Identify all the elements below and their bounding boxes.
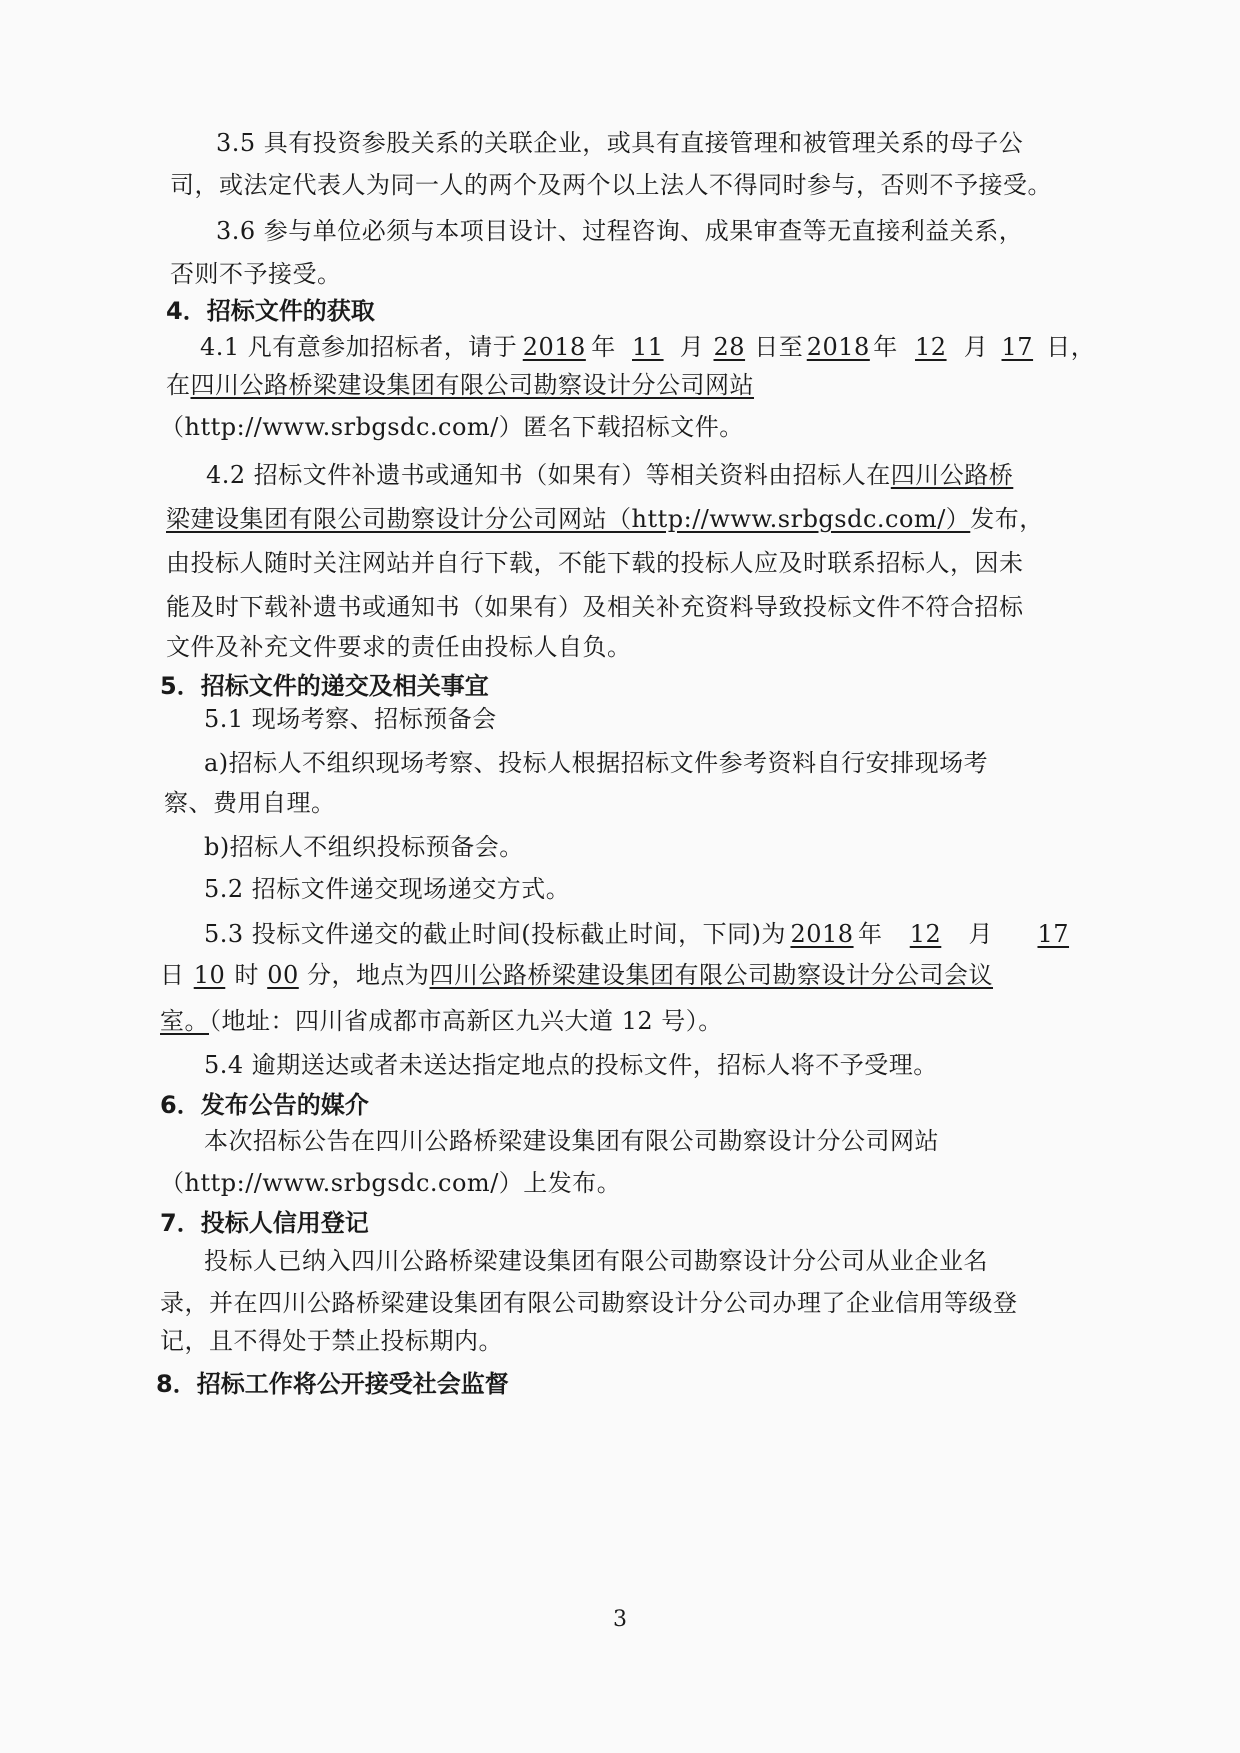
end-day-field: 17: [1001, 333, 1034, 361]
deadline-minute-field: 00: [267, 961, 299, 989]
clause-3-6-line-1: 3.6 参与单位必须与本项目设计、过程咨询、成果审查等无直接利益关系，: [216, 217, 1024, 245]
section-heading-8: 8．招标工作将公开接受社会监督: [156, 1370, 509, 1398]
publish-label: 发布，: [970, 505, 1044, 533]
clause-3-5-line-1: 3.5 具有投资参股关系的关联企业，或具有直接管理和被管理关系的母子公: [216, 129, 1024, 157]
clause-4-2-line-4: 能及时下载补遗书或通知书（如果有）及相关补充资料导致投标文件不符合招标: [166, 593, 1024, 621]
day-label: 日，: [1046, 333, 1096, 361]
address: （地址：四川省成都市高新区九兴大道 12 号）。: [209, 1007, 723, 1035]
at-label: 在: [166, 371, 191, 399]
clause-5-1-a-line-2: 察、费用自理。: [164, 789, 336, 817]
day-label: 日: [160, 961, 185, 989]
clause-5-3-line-3: [160, 1004, 723, 1038]
deadline-day-field: 17: [1037, 920, 1070, 948]
clause-4-2-line-3: 由投标人随时关注网站并自行下载，不能下载的投标人应及时联系招标人，因未: [166, 549, 1024, 577]
year-label: 年: [591, 333, 616, 361]
clause-6-line-2: （http://www.srbgsdc.com/）上发布。: [160, 1169, 622, 1197]
clause-7-line-2: 录，并在四川公路桥梁建设集团有限公司勘察设计分公司办理了企业信用等级登: [160, 1289, 1018, 1317]
clause-4-2-line-5: 文件及补充文件要求的责任由投标人自负。: [166, 633, 632, 661]
clause-4-1-prefix: 4.1 凡有意参加招标者，请于: [200, 333, 518, 361]
clause-7-line-3: 记，且不得处于禁止投标期内。: [160, 1327, 503, 1355]
hour-label: 时: [234, 961, 259, 989]
start-day-field: 28: [713, 333, 746, 361]
clause-4-1-line-2: [166, 368, 754, 402]
clause-4-2-line-2: [166, 502, 1044, 536]
website-name-link[interactable]: 四川公路桥: [890, 461, 1014, 489]
clause-4-1-line-3: （http://www.srbgsdc.com/）匿名下载招标文件。: [160, 413, 744, 441]
clause-5-3-line-1: [204, 917, 1069, 951]
section-heading-7: 7．投标人信用登记: [160, 1209, 369, 1237]
clause-6-line-1: 本次招标公告在四川公路桥梁建设集团有限公司勘察设计分公司网站: [204, 1127, 939, 1155]
meeting-place-end: 室。: [160, 1007, 209, 1035]
clause-5-3-line-2: [160, 958, 993, 992]
end-year-field: 2018: [806, 333, 870, 361]
start-month-field: 11: [632, 333, 664, 361]
year-label: 年: [873, 333, 898, 361]
month-label: 月: [963, 333, 989, 361]
clause-5-4: 5.4 逾期送达或者未送达指定地点的投标文件，招标人将不予受理。: [204, 1051, 938, 1079]
deadline-month-field: 12: [909, 920, 942, 948]
clause-4-1-line-1: [200, 330, 1095, 364]
clause-3-5-line-2: 司，或法定代表人为同一人的两个及两个以上法人不得同时参与，否则不予接受。: [170, 171, 1052, 199]
end-month-field: 12: [915, 333, 947, 361]
year-label: 年: [858, 920, 883, 948]
location-label: 分，地点为: [307, 961, 430, 989]
clause-4-2-text: 4.2 招标文件补遗书或通知书（如果有）等相关资料由招标人在: [206, 461, 891, 489]
meeting-place: 四川公路桥梁建设集团有限公司勘察设计分公司会议: [429, 961, 993, 989]
clause-7-line-1: 投标人已纳入四川公路桥梁建设集团有限公司勘察设计分公司从业企业名: [204, 1247, 988, 1275]
month-label: 月: [679, 333, 705, 361]
clause-5-2: 5.2 招标文件递交现场递交方式。: [204, 875, 571, 903]
deadline-hour-field: 10: [193, 961, 226, 989]
month-label: 月: [968, 920, 994, 948]
to-label: 日至: [754, 333, 804, 361]
page-number: 3: [613, 1607, 627, 1632]
section-heading-5: 5．招标文件的递交及相关事宜: [160, 672, 489, 700]
clause-3-6-line-2: 否则不予接受。: [170, 260, 342, 288]
website-url-link[interactable]: 梁建设集团有限公司勘察设计分公司网站（http://www.srbgsdc.com/）: [166, 505, 971, 533]
clause-5-1-a-line-1: a)招标人不组织现场考察、投标人根据招标文件参考资料自行安排现场考: [204, 749, 989, 777]
section-heading-6: 6．发布公告的媒介: [160, 1091, 369, 1119]
clause-4-2-line-1: [206, 458, 1013, 492]
deadline-year-field: 2018: [790, 920, 854, 948]
start-year-field: 2018: [522, 333, 586, 361]
clause-5-3-prefix: 5.3 投标文件递交的截止时间(投标截止时间，下同)为: [204, 920, 787, 948]
website-name-link[interactable]: 四川公路桥梁建设集团有限公司勘察设计分公司网站: [190, 371, 754, 399]
clause-5-1-b: b)招标人不组织投标预备会。: [204, 833, 524, 861]
section-heading-4: 4．招标文件的获取: [166, 297, 375, 325]
clause-5-1-title: 5.1 现场考察、招标预备会: [204, 705, 497, 733]
